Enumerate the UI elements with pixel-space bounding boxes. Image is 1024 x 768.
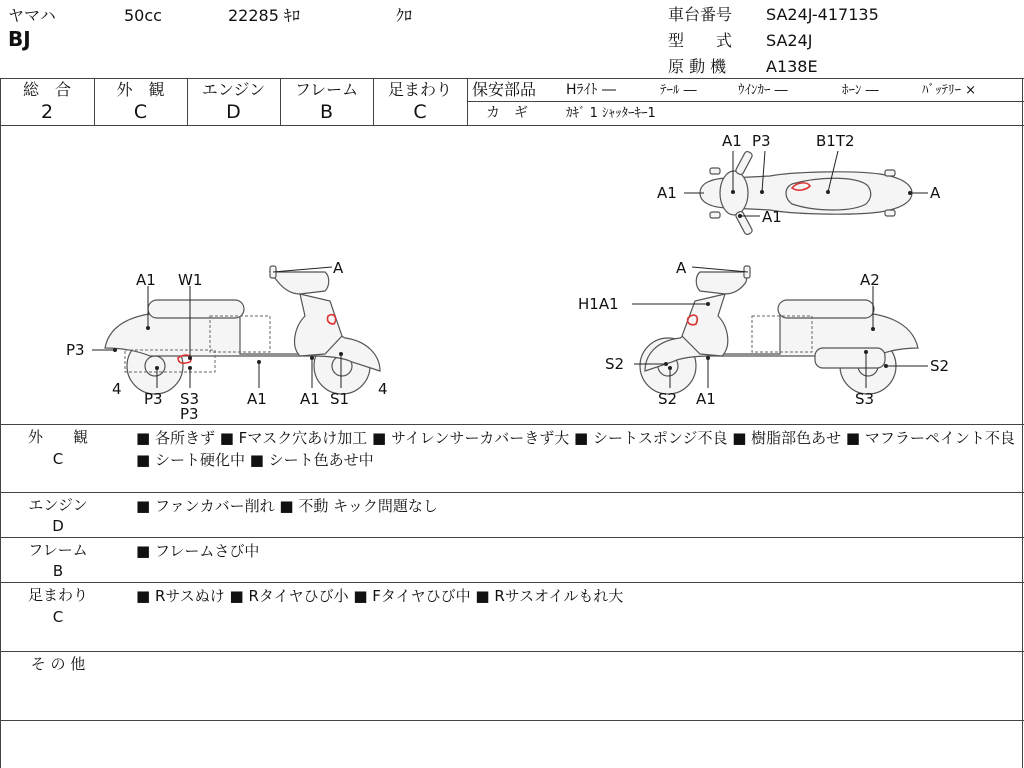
- grade-exterior-value: C: [133, 101, 148, 123]
- divider: [467, 101, 1024, 102]
- right-side-scooter: [632, 266, 928, 394]
- label-right-s2-right: S2: [930, 357, 950, 375]
- label-top-a1-bottom: A1: [762, 208, 782, 226]
- divider: [0, 424, 1024, 425]
- notes-engine-grade: D: [52, 517, 64, 535]
- key-value: ｶｷﾞ 1 ｼｬｯﾀｰｷｰ1: [566, 106, 656, 121]
- grade-suspension-value: C: [413, 101, 427, 123]
- type-value: SA24J: [766, 31, 813, 50]
- safety-battery: ﾊﾞｯﾃﾘｰ ×: [922, 83, 977, 98]
- notes-suspension-grade: C: [52, 608, 64, 626]
- top-view-scooter: [684, 151, 928, 236]
- label-top-a1-left: A1: [657, 184, 677, 202]
- label-left-s3: S3: [180, 390, 200, 408]
- grade-frame-value: B: [319, 101, 334, 123]
- notes-engine-text: ■ ファンカバー削れ ■ 不動 キック問題なし: [136, 497, 438, 515]
- notes-frame-text: ■ フレームさび中: [136, 542, 260, 560]
- notes-other-label: そ の 他: [30, 655, 86, 673]
- divider: [0, 720, 1024, 721]
- label-left-a: A: [333, 259, 344, 277]
- divider: [0, 492, 1024, 493]
- label-left-tire-rear: 4: [378, 380, 388, 398]
- label-left-a1-bottom2: A1: [300, 390, 320, 408]
- label-left-p3-under: P3: [180, 405, 199, 423]
- label-left-w1: W1: [178, 271, 203, 289]
- maker: ヤマハ: [8, 6, 56, 25]
- label-top-a1: A1: [722, 132, 742, 150]
- label-right-h1a1: H1A1: [578, 295, 619, 313]
- type-label: 型 式: [668, 31, 733, 50]
- label-top-b1t2: B1T2: [816, 132, 855, 150]
- displacement: 50cc: [124, 6, 162, 25]
- notes-exterior-grade: C: [52, 450, 64, 468]
- damage-diagram: [0, 126, 1022, 424]
- notes-exterior-label: 外 観: [27, 428, 88, 446]
- grade-suspension-label: 足まわり: [387, 80, 452, 99]
- label-left-a1: A1: [136, 271, 156, 289]
- notes-frame-grade: B: [52, 562, 64, 580]
- notes-frame-label: フレーム: [28, 541, 88, 559]
- label-right-a: A: [676, 259, 687, 277]
- frame-no-label: 車台番号: [668, 5, 733, 24]
- label-right-a2: A2: [860, 271, 880, 289]
- label-right-s2-bottom: S2: [658, 390, 678, 408]
- divider: [0, 78, 1024, 79]
- divider: [0, 582, 1024, 583]
- label-right-s2-left: S2: [605, 355, 625, 373]
- notes-suspension-text: ■ Rサスぬけ ■ Rタイヤひび小 ■ Fタイヤひび中 ■ Rサスオイルもれ大: [136, 587, 624, 605]
- label-top-a: A: [930, 184, 941, 202]
- notes-suspension-label: 足まわり: [27, 586, 88, 604]
- safety-horn: ﾎｰﾝ ―: [842, 83, 879, 98]
- mileage: 22285 ｷﾛ: [228, 6, 300, 25]
- safety-tail: ﾃｰﾙ ―: [660, 83, 697, 98]
- engine-model-label: 原 動 機: [668, 57, 727, 76]
- label-top-p3: P3: [752, 132, 771, 150]
- grade-frame-label: フレーム: [294, 80, 359, 99]
- grade-engine-value: D: [226, 101, 241, 123]
- label-left-a1-bottom: A1: [247, 390, 267, 408]
- notes-exterior-text: ■ 各所きず ■ Fマスク穴あけ加工 ■ サイレンサーカバーきず大 ■ シートスポンジ不良 ■ 樹脂部色あせ ■ マフラーペイント不良 ■ シート硬化中 ■ シート色あせ中: [136, 429, 1015, 469]
- divider: [1022, 78, 1023, 768]
- engine-model-value: A138E: [766, 57, 818, 76]
- grade-overall-label: 総 合: [22, 80, 71, 99]
- divider: [467, 78, 468, 125]
- divider: [0, 651, 1024, 652]
- grade-overall-value: 2: [40, 101, 54, 123]
- label-left-s1: S1: [330, 390, 350, 408]
- model-name: BJ: [8, 27, 31, 51]
- body-color: ｸﾛ: [396, 6, 413, 25]
- label-left-tire-front: 4: [112, 380, 122, 398]
- safety-winker: ｳｲﾝｶｰ ―: [738, 83, 788, 98]
- frame-no: SA24J-417135: [766, 5, 879, 24]
- label-left-p3: P3: [66, 341, 85, 359]
- safety-headlight: Hﾗｲﾄ ―: [566, 82, 616, 98]
- notes-engine-label: エンジン: [28, 496, 88, 514]
- divider: [0, 537, 1024, 538]
- safety-parts-label: 保安部品: [472, 80, 537, 99]
- grade-exterior-label: 外 観: [116, 80, 165, 99]
- key-label: カ ギ: [486, 105, 528, 121]
- label-right-s3-bottom: S3: [855, 390, 875, 408]
- label-right-a1-bottom: A1: [696, 390, 716, 408]
- label-left-p3-bottom: P3: [144, 390, 163, 408]
- grade-engine-label: エンジン: [201, 80, 266, 99]
